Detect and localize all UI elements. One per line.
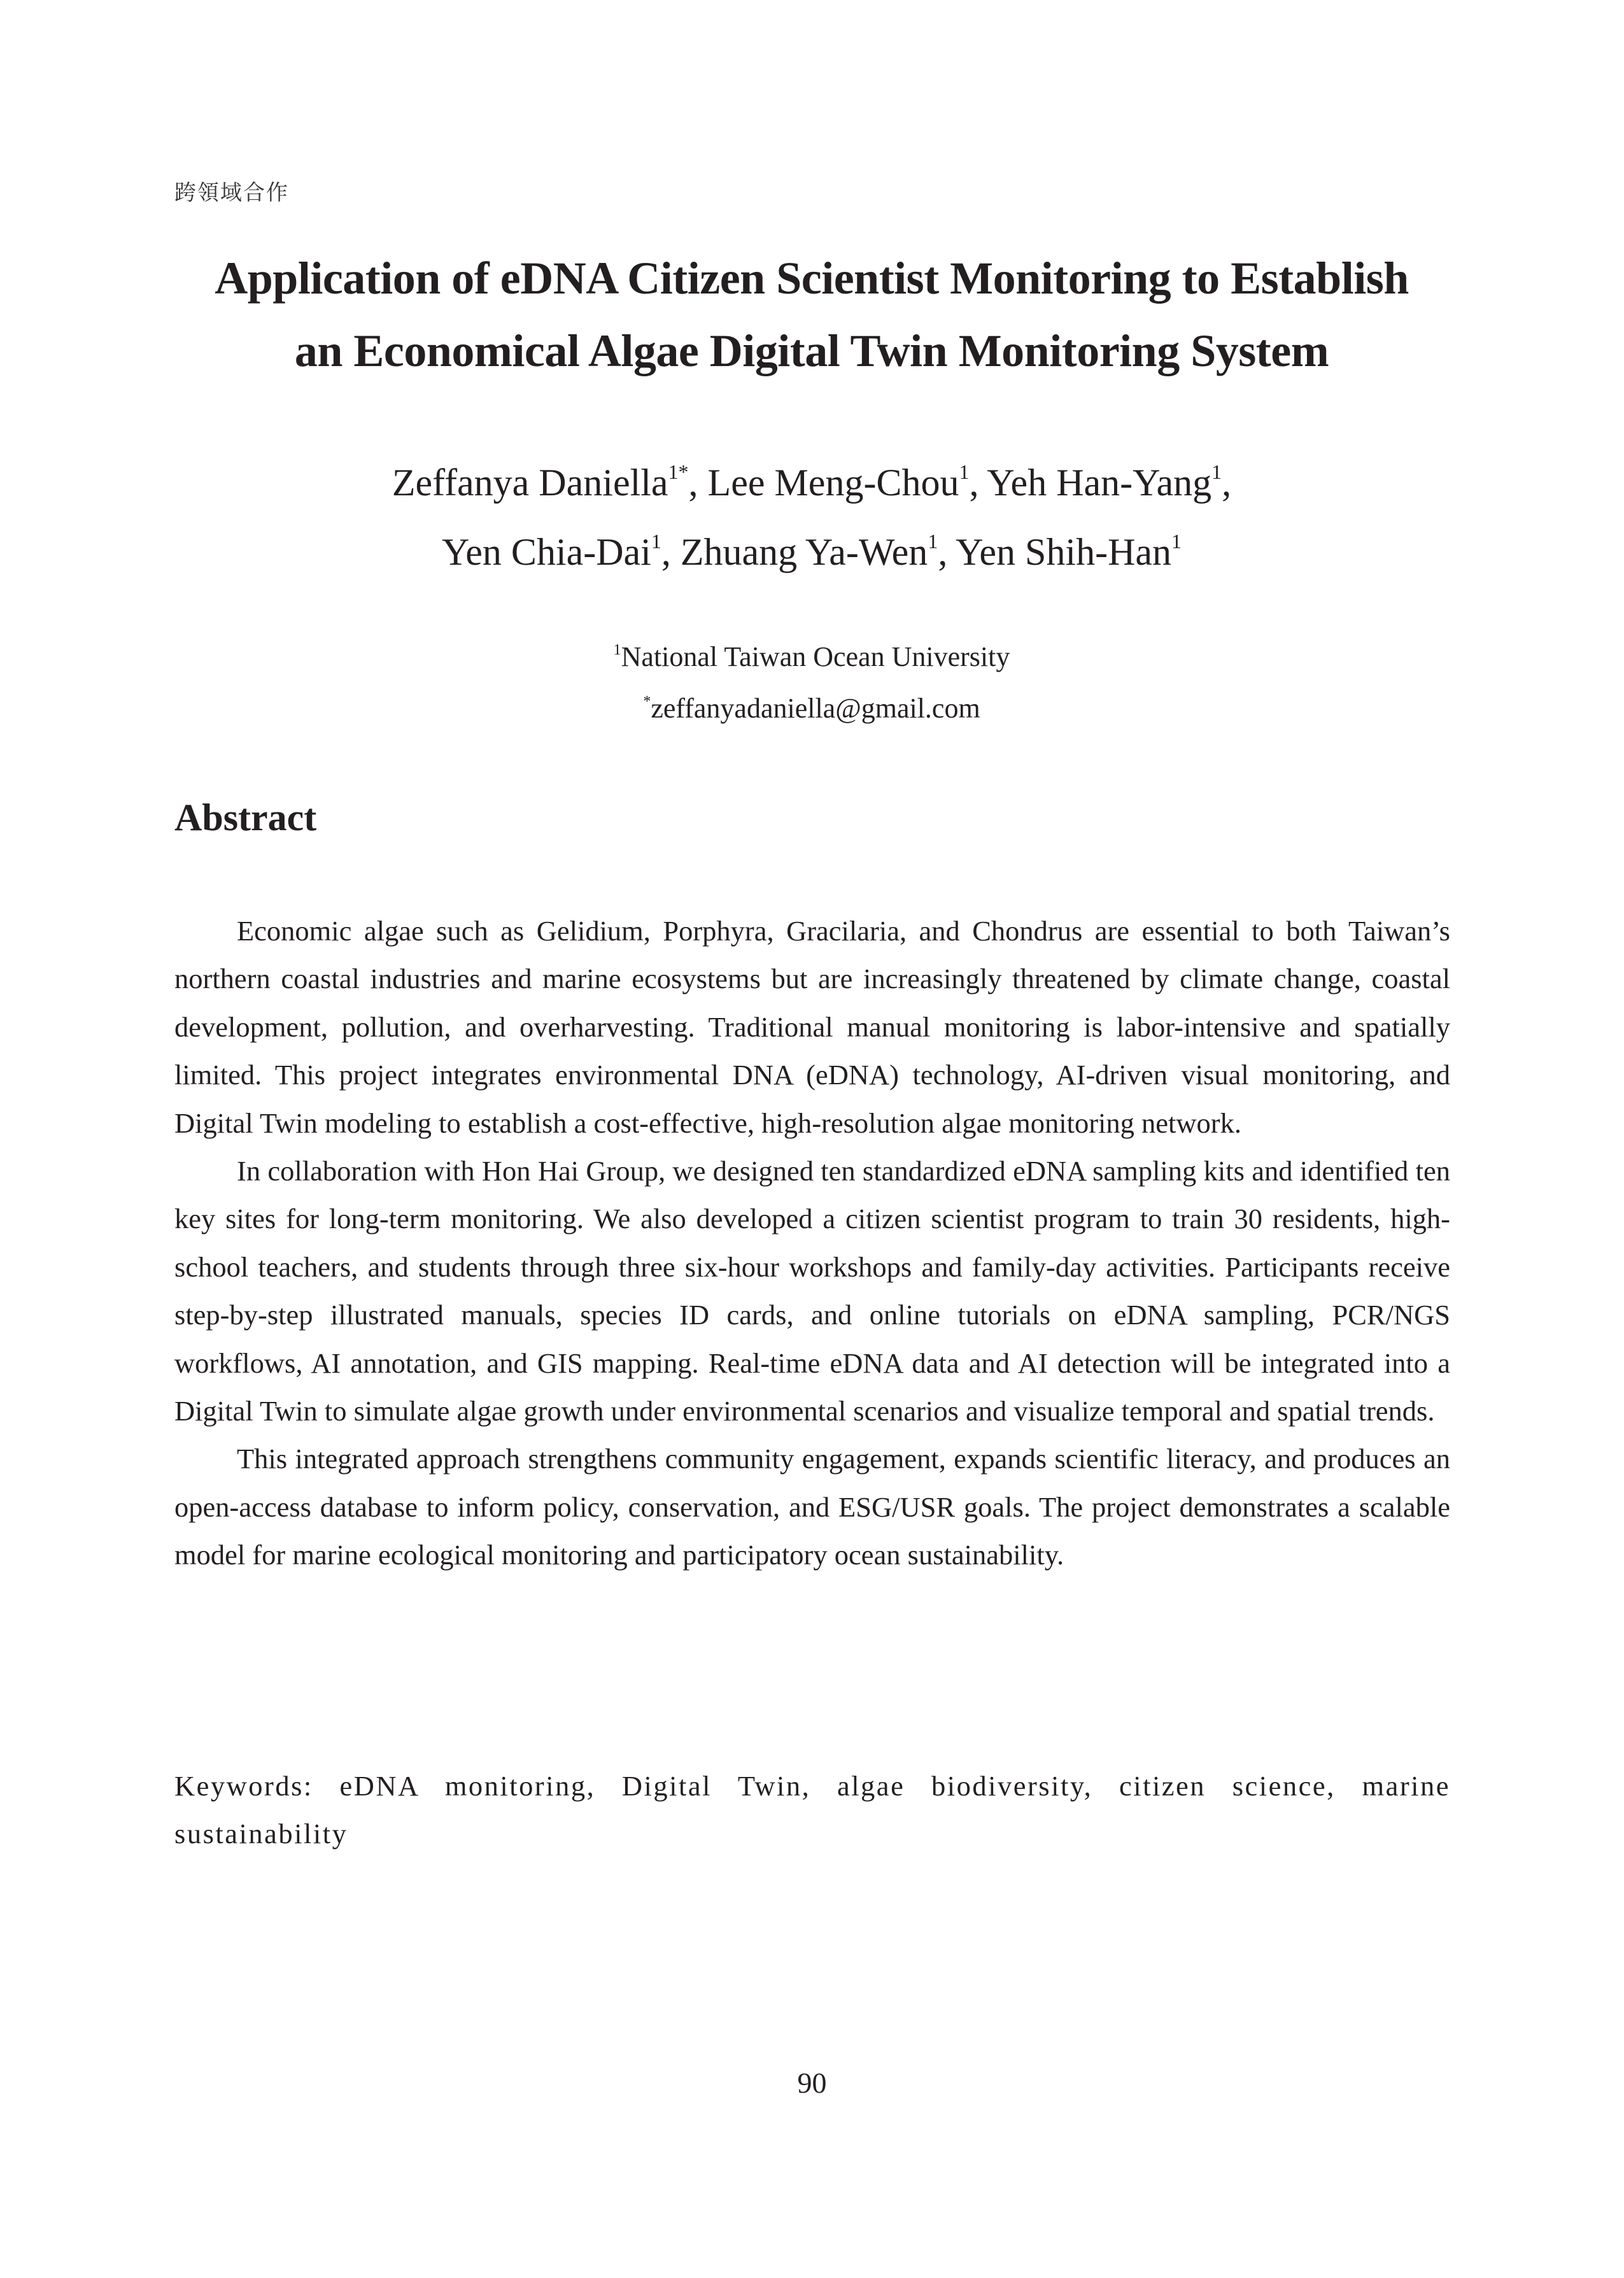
author-name: Yen Chia-Dai xyxy=(441,531,651,573)
author-affiliation-mark: 1 xyxy=(651,530,661,553)
author-list xyxy=(127,451,1496,590)
abstract-paragraph: In collaboration with Hon Hai Group, we designed ten standardized eDNA sampling kits and identified ten key sites for long-term monitoring. We also developed a citizen scientist program to train 30 residents, high-school teachers, and students through three six-hour workshops and family-day activities. Participants receive step-by-step illustrated manuals, species ID cards, and online tutorials on eDNA sampling, PCR/NGS workflows, AI annotation, and GIS mapping. Real-time eDNA data and AI detection will be integrated into a Digital Twin to simulate algae growth under environmental scenarios and visualize temporal and spatial trends. xyxy=(174,1155,1450,1427)
title-line-2: an Economical Algae Digital Twin Monitoring System xyxy=(294,325,1329,376)
abstract-paragraph: Economic algae such as Gelidium, Porphyra, Gracilaria, and Chondrus are essential to both Taiwan’s northern coastal industries and marine ecosystems but are increasingly threatened by climate change, coastal development, pollution, and overharvesting. Traditional manual monitoring is labor-intensive and spatially limited. This project integrates environmental DNA (eDNA) technology, AI-driven visual monitoring, and Digital Twin modeling to establish a cost-effective, high-resolution algae monitoring network. xyxy=(174,915,1450,1139)
keywords xyxy=(174,1762,1450,1858)
affiliation-mark: 1 xyxy=(613,642,621,658)
author-name: Zeffanya Daniella xyxy=(392,462,668,504)
author-affiliation-mark: 1 xyxy=(959,460,970,483)
author-affiliation-mark: 1 xyxy=(1211,460,1222,483)
author-name: Yeh Han-Yang xyxy=(987,462,1212,504)
author-name: Zhuang Ya-Wen xyxy=(680,531,928,573)
email-address[interactable]: zeffanyadaniella@gmail.com xyxy=(651,693,980,724)
title-line-1: Application of eDNA Citizen Scientist Monitoring to Establish xyxy=(215,253,1409,304)
corresponding-mark: * xyxy=(643,693,651,710)
author-separator: , xyxy=(969,462,987,504)
author-affiliation-mark: 1 xyxy=(928,530,938,553)
affiliation-block xyxy=(127,633,1496,737)
section-label: 跨領域合作 xyxy=(174,180,289,206)
author-line-2 xyxy=(127,520,1496,590)
author-separator: , xyxy=(688,462,708,504)
keywords-text: eDNA monitoring, Digital Twin, algae biodiversity, citizen science, marine sustainability xyxy=(174,1770,1450,1850)
affiliation xyxy=(127,633,1496,685)
author-separator: , xyxy=(1222,462,1232,504)
page-number: 90 xyxy=(797,2067,827,2099)
author-line-1 xyxy=(127,451,1496,520)
author-name: Lee Meng-Chou xyxy=(707,462,959,504)
corresponding-email xyxy=(127,685,1496,737)
author-affiliation-mark: 1 xyxy=(1171,530,1182,553)
author-affiliation-mark: 1* xyxy=(668,460,689,483)
keywords-label: Keywords: xyxy=(174,1770,313,1802)
author-separator: , xyxy=(938,531,956,573)
author-name: Yen Shih-Han xyxy=(956,531,1172,573)
abstract-body xyxy=(174,907,1450,1580)
author-separator: , xyxy=(661,531,681,573)
affiliation-name: National Taiwan Ocean University xyxy=(621,641,1010,672)
abstract-heading: Abstract xyxy=(174,796,317,838)
abstract-paragraph: This integrated approach strengthens community engagement, expands scientific literacy, and produces an open-access database to inform policy, conservation, and ESG/USR goals. The project demonstrates a scalable model for marine ecological monitoring and participatory ocean sustainability. xyxy=(174,1443,1450,1571)
paper-title xyxy=(127,242,1496,387)
